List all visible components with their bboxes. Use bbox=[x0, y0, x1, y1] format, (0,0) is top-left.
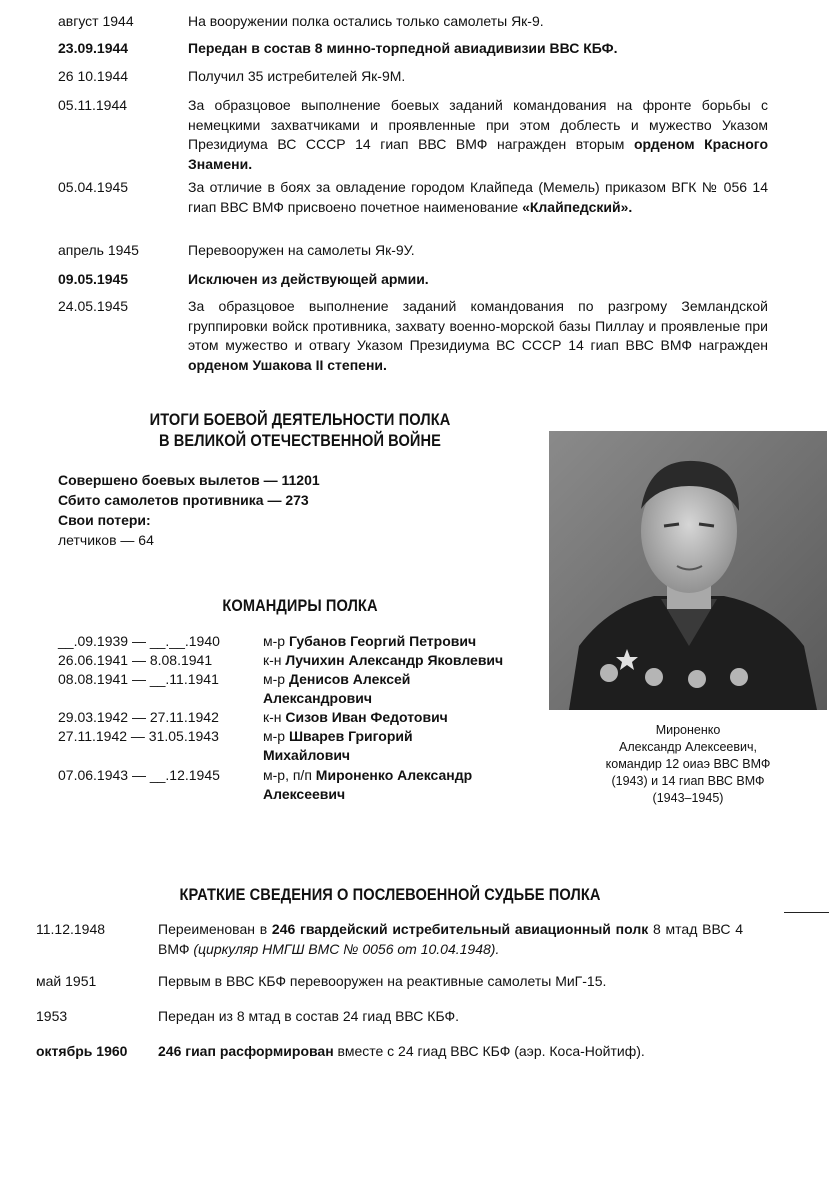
commander-period: 08.08.1941 — __.11.1941 bbox=[58, 671, 219, 687]
results-heading-line: В ВЕЛИКОЙ ОТЕЧЕСТВЕННОЙ ВОЙНЕ bbox=[158, 431, 441, 450]
caption-line: командир 12 оиаэ ВВС ВМФ bbox=[605, 757, 771, 771]
commander-period: 27.11.1942 — 31.05.1943 bbox=[58, 728, 219, 744]
event-text: Получил 35 истребителей Як-9М. bbox=[188, 68, 406, 84]
caption-line: Александр Алексеевич, bbox=[619, 740, 757, 754]
event-text: Первым в ВВС КБФ перевооружен на реактивные самолеты МиГ-15. bbox=[158, 973, 607, 989]
event-date: август 1944 bbox=[58, 13, 134, 29]
commander-period: __.09.1939 — __.__.1940 bbox=[58, 633, 220, 649]
event-date: октябрь 1960 bbox=[36, 1043, 128, 1059]
downed-stat: Сбито самолетов противника — 273 bbox=[58, 492, 309, 508]
postwar-heading: КРАТКИЕ СВЕДЕНИЯ О ПОСЛЕВОЕННОЙ СУДЬБЕ ПОЛКА bbox=[179, 885, 601, 904]
losses-label: Свои потери: bbox=[58, 512, 151, 528]
event-date: май 1951 bbox=[36, 973, 97, 989]
caption-line: (1943) и 14 гиап ВВС ВМФ bbox=[611, 774, 765, 788]
results-heading-line: ИТОГИ БОЕВОЙ ДЕЯТЕЛЬНОСТИ ПОЛКА bbox=[149, 410, 451, 429]
event-date: 24.05.1945 bbox=[58, 298, 129, 314]
commander-portrait-photo bbox=[549, 431, 827, 710]
event-text: Передан из 8 мтад в состав 24 гиад ВВС КБФ. bbox=[158, 1008, 460, 1024]
commander-name: м-р, п/п Мироненко Александр Алексеевич bbox=[263, 767, 473, 802]
event-text: За отличие в боях за овладение городом Клайпеда (Мемель) приказом ВГК № 056 14 гиап ВВС ВМФ присвоено почетное наименование «Клайпедский». bbox=[188, 179, 768, 215]
caption-line: (1943–1945) bbox=[652, 791, 724, 805]
portrait-illustration bbox=[549, 431, 827, 710]
commander-name: м-р Губанов Георгий Петрович bbox=[263, 633, 477, 649]
event-date: 1953 bbox=[36, 1008, 68, 1024]
event-date: 05.11.1944 bbox=[58, 97, 128, 113]
event-date: 09.05.1945 bbox=[58, 271, 129, 287]
caption-line: Мироненко bbox=[655, 723, 721, 737]
pilots-lost-stat: летчиков — 64 bbox=[58, 532, 154, 548]
margin-rule bbox=[784, 912, 829, 913]
event-date: 05.04.1945 bbox=[58, 179, 129, 195]
event-date: 23.09.1944 bbox=[58, 40, 129, 56]
event-text: Исключен из действующей армии. bbox=[188, 271, 429, 287]
commander-period: 07.06.1943 — __.12.1945 bbox=[58, 767, 220, 783]
event-text: Переименован в 246 гвардейский истребительный авиационный полк 8 мтад ВВС 4 ВМФ (циркуляр НМГШ ВМС № 0056 от 10.04.1948). bbox=[158, 921, 743, 957]
sorties-stat: Совершено боевых вылетов — 11201 bbox=[58, 472, 320, 488]
photo-caption bbox=[557, 722, 819, 807]
commander-name: к-н Лучихин Александр Яковлевич bbox=[263, 652, 504, 668]
commander-name: м-р Шварев Григорий Михайлович bbox=[263, 728, 413, 763]
commander-period: 26.06.1941 — 8.08.1941 bbox=[58, 652, 213, 668]
event-text: За образцовое выполнение заданий командования по разгрому Земландской группировки войск противника, захвату военно-морской базы Пиллау и проявленые при этом мужество и отвагу Указом Президиума ВС СССР 14 гиап ВВС ВМФ награжден орденом Ушакова II степени. bbox=[188, 298, 768, 373]
commander-period: 29.03.1942 — 27.11.1942 bbox=[58, 709, 219, 725]
commander-name: м-р Денисов Алексей Александрович bbox=[263, 671, 411, 706]
event-date: апрель 1945 bbox=[58, 242, 139, 258]
event-text: 246 гиап расформирован вместе с 24 гиад ВВС КБФ (аэр. Коса-Нойтиф). bbox=[158, 1043, 645, 1059]
event-text: Перевооружен на самолеты Як-9У. bbox=[188, 242, 415, 258]
results-heading bbox=[119, 409, 480, 451]
commanders-heading: КОМАНДИРЫ ПОЛКА bbox=[222, 596, 378, 615]
event-date: 26 10.1944 bbox=[58, 68, 129, 84]
commander-name: к-н Сизов Иван Федотович bbox=[263, 709, 448, 725]
event-date: 11.12.1948 bbox=[36, 921, 106, 937]
event-text: На вооружении полка остались только самолеты Як-9. bbox=[188, 13, 544, 29]
event-text: За образцовое выполнение боевых заданий командования на фронте борьбы с немецкими захватчиками и проявленные при этом доблесть и мужество Указом Президиума ВС СССР 14 гиап ВВС ВМФ награжден вторым орденом Красного Знамени. bbox=[188, 97, 768, 172]
event-text: Передан в состав 8 минно-торпедной авиадивизии ВВС КБФ. bbox=[188, 40, 618, 56]
